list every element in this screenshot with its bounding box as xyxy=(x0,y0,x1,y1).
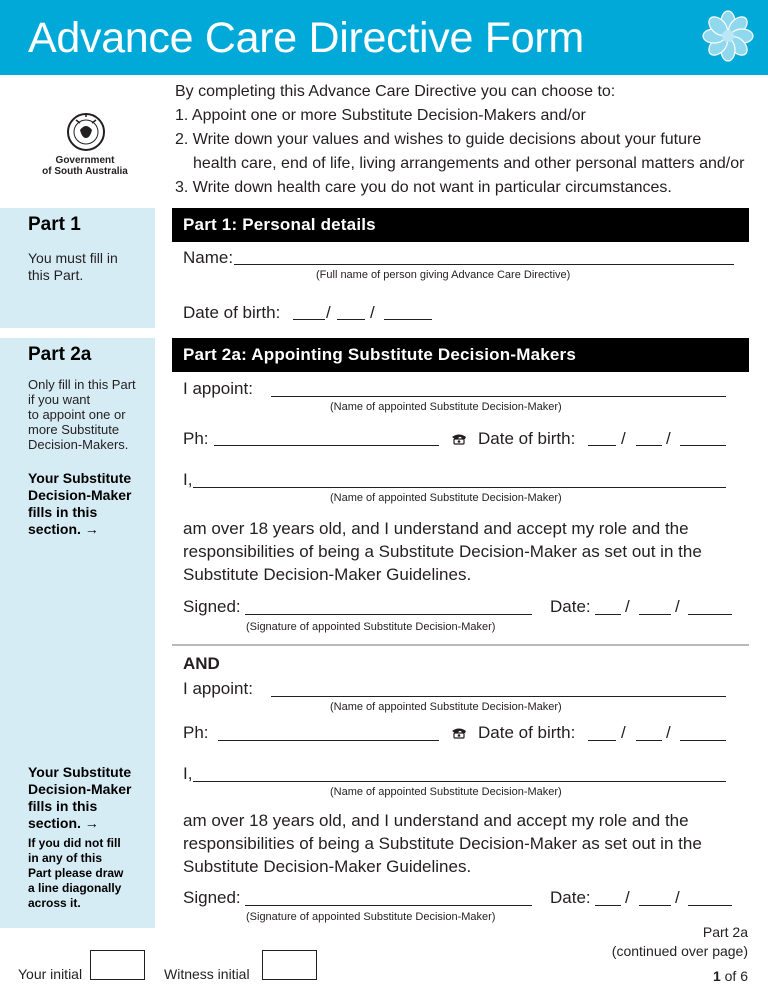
sdm-statement xyxy=(183,517,702,586)
note-line: Decision-Makers. xyxy=(28,437,129,452)
appoint-label-2: I appoint: xyxy=(183,679,253,698)
witness-initial-label: Witness initial xyxy=(164,966,250,982)
note-line: to appoint one or xyxy=(28,407,126,422)
sdm-dob-day-field-2[interactable] xyxy=(588,740,616,741)
intro-text xyxy=(175,80,765,200)
phone-label-2: Ph: xyxy=(183,723,209,742)
intro-item-2: 2. Write down your values and wishes to guide decisions about your future xyxy=(175,131,702,148)
statement-line: am over 18 years old, and I understand and accept my role and the xyxy=(183,811,689,830)
signature-caption-2: (Signature of appointed Substitute Decision-Maker) xyxy=(246,911,496,923)
statement-line: responsibilities of being a Substitute Decision-Maker as set out in the xyxy=(183,834,702,853)
date-sep: / xyxy=(675,597,680,616)
sdm-dob-year-field[interactable] xyxy=(680,445,726,446)
sdm-dob-day-field[interactable] xyxy=(588,445,616,446)
signature-caption: (Signature of appointed Substitute Decision-Maker) xyxy=(246,621,496,633)
statement-line: Substitute Decision-Maker Guidelines. xyxy=(183,565,472,584)
sdm-name-field-2[interactable] xyxy=(193,781,726,782)
appoint-caption-2: (Name of appointed Substitute Decision-Maker) xyxy=(330,701,562,713)
note-line xyxy=(28,521,131,538)
note-line: this Part. xyxy=(28,267,84,283)
i-label: I, xyxy=(183,470,193,489)
dob-month-field[interactable] xyxy=(337,319,365,320)
name-caption: (Full name of person giving Advance Care Directive) xyxy=(316,269,571,281)
note-line: You must fill in xyxy=(28,250,118,266)
note-line: Decision-Maker xyxy=(28,781,132,797)
note-line: a line diagonally xyxy=(28,881,122,895)
page-number xyxy=(660,968,748,984)
sdm-statement-2 xyxy=(183,809,702,878)
phone-label: Ph: xyxy=(183,429,209,448)
flower-logo-icon xyxy=(700,8,756,64)
intro-item-2-cont: health care, end of life, living arrangements and other personal matters and/or xyxy=(193,155,745,172)
note-line: Your Substitute xyxy=(28,470,132,486)
page-title: Advance Care Directive Form xyxy=(28,14,584,62)
i-label-2: I, xyxy=(183,764,193,783)
dob-day-field[interactable] xyxy=(293,319,325,320)
date-sep: / xyxy=(675,888,680,907)
note-line: across it. xyxy=(28,896,81,910)
date-month-field-2[interactable] xyxy=(639,905,671,906)
note-line: if you want xyxy=(28,392,91,407)
sdm-dob-month-field[interactable] xyxy=(636,445,662,446)
note-line: fills in this xyxy=(28,504,98,520)
sdm-name-caption-2: (Name of appointed Substitute Decision-Maker) xyxy=(330,786,562,798)
section-divider xyxy=(172,644,749,646)
date-day-field[interactable] xyxy=(595,614,621,615)
government-line: Government xyxy=(55,155,115,166)
sdm-dob-year-field-2[interactable] xyxy=(680,740,726,741)
arrow-right-icon: → xyxy=(84,815,99,831)
part2a-heading-bar: Part 2a: Appointing Substitute Decision-Makers xyxy=(172,338,749,372)
date-year-field[interactable] xyxy=(688,614,732,615)
date-label: Date: xyxy=(550,597,591,616)
date-sep: / xyxy=(625,597,630,616)
date-label-2: Date: xyxy=(550,888,591,907)
note-line xyxy=(28,815,131,832)
sidebar-sdm-note-1 xyxy=(28,470,131,538)
south-australia-emblem-icon xyxy=(60,110,112,154)
statement-line: Substitute Decision-Maker Guidelines. xyxy=(183,857,472,876)
dob-label: Date of birth: xyxy=(183,303,281,322)
statement-line: responsibilities of being a Substitute Decision-Maker as set out in the xyxy=(183,542,702,561)
appoint-caption: (Name of appointed Substitute Decision-Maker) xyxy=(330,401,562,413)
sdm-dob-month-field-2[interactable] xyxy=(636,740,662,741)
sdm-name-caption: (Name of appointed Substitute Decision-Maker) xyxy=(330,492,562,504)
note-text: section. xyxy=(28,815,81,831)
date-sep: / xyxy=(625,888,630,907)
statement-line: am over 18 years old, and I understand and accept my role and the xyxy=(183,519,689,538)
note-line: Decision-Maker xyxy=(28,487,132,503)
sidebar-draw-line-note xyxy=(28,836,123,911)
telephone-icon xyxy=(451,727,467,739)
signed-label: Signed: xyxy=(183,597,241,616)
part1-heading-bar: Part 1: Personal details xyxy=(172,208,749,242)
sidebar-part2a-note xyxy=(28,377,136,452)
south-australia-line: of South Australia xyxy=(42,166,128,177)
dob-sep: / xyxy=(370,303,375,322)
dob-year-field[interactable] xyxy=(384,319,432,320)
date-day-field-2[interactable] xyxy=(595,905,621,906)
footer-part: Part 2a xyxy=(702,924,748,940)
dob-sep: / xyxy=(326,303,331,322)
note-line: Only fill in this Part xyxy=(28,377,136,392)
sidebar-part2a-title: Part 2a xyxy=(28,344,92,365)
witness-initial-box[interactable] xyxy=(262,950,317,980)
dob-sep: / xyxy=(666,723,671,742)
date-year-field-2[interactable] xyxy=(688,905,732,906)
appoint-name-field-2[interactable] xyxy=(271,696,726,697)
name-field[interactable] xyxy=(234,264,734,265)
sdm-name-field[interactable] xyxy=(193,487,726,488)
page-current: 1 xyxy=(712,968,721,984)
appoint-label: I appoint: xyxy=(183,379,253,398)
footer-part-label xyxy=(560,923,748,961)
dob-sep: / xyxy=(666,429,671,448)
name-label: Name: xyxy=(183,248,234,267)
signature-field[interactable] xyxy=(245,614,532,615)
sidebar-part1-note xyxy=(28,250,118,284)
your-initial-box[interactable] xyxy=(90,950,145,980)
dob-sep: / xyxy=(621,723,626,742)
and-label: AND xyxy=(183,654,220,673)
arrow-right-icon: → xyxy=(84,521,99,537)
footer-continued: (continued over page) xyxy=(611,943,748,959)
note-line: more Substitute xyxy=(28,422,120,437)
intro-lead: By completing this Advance Care Directive you can choose to: xyxy=(175,83,616,100)
government-logo-text xyxy=(40,155,130,177)
dob-sep: / xyxy=(621,429,626,448)
sidebar-part1-title: Part 1 xyxy=(28,214,81,235)
phone-field-2[interactable] xyxy=(218,740,439,741)
note-line: fills in this xyxy=(28,798,98,814)
phone-field[interactable] xyxy=(214,445,439,446)
note-line: Your Substitute xyxy=(28,764,132,780)
sidebar-sdm-note-2 xyxy=(28,764,131,832)
page-total: of 6 xyxy=(724,968,748,984)
sdm-dob-label: Date of birth: xyxy=(478,429,576,448)
note-text: section. xyxy=(28,521,81,537)
intro-item-3: 3. Write down health care you do not want in particular circumstances. xyxy=(175,179,672,196)
note-line: Part please draw xyxy=(28,866,124,880)
note-line: in any of this xyxy=(28,851,103,865)
intro-item-1: 1. Appoint one or more Substitute Decision-Makers and/or xyxy=(175,107,586,124)
signed-label-2: Signed: xyxy=(183,888,241,907)
note-line: If you did not fill xyxy=(28,836,121,850)
telephone-icon xyxy=(451,433,467,445)
signature-field-2[interactable] xyxy=(245,905,532,906)
your-initial-label: Your initial xyxy=(18,966,83,982)
sdm-dob-label-2: Date of birth: xyxy=(478,723,576,742)
appoint-name-field[interactable] xyxy=(271,396,726,397)
date-month-field[interactable] xyxy=(639,614,671,615)
